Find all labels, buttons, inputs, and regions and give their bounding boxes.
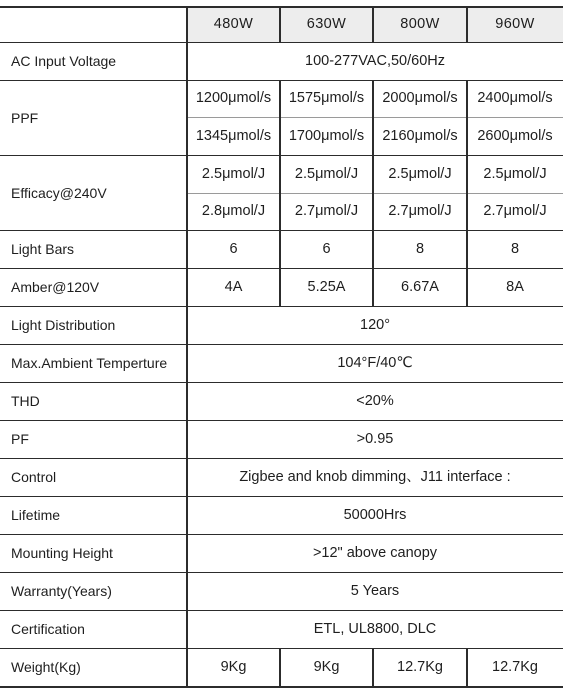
column-divider (372, 648, 374, 686)
sub-row-divider (187, 117, 563, 118)
row-label: Certification (11, 621, 85, 637)
row-divider (0, 6, 563, 8)
row-value-cell: 6 (322, 240, 331, 257)
row-value-span: 50000Hrs (343, 506, 407, 523)
row-label: THD (11, 393, 40, 409)
row-value-cell: 2.5μmol/J (294, 165, 359, 182)
row-label: Efficacy@240V (11, 184, 107, 201)
row-value-cell: 2.8μmol/J (201, 203, 266, 220)
row-divider (0, 306, 563, 307)
row-value-cell: 6.67A (401, 278, 439, 295)
column-divider (372, 268, 374, 306)
row-value-span: <20% (356, 392, 394, 409)
row-value-cell: 12.7Kg (397, 658, 443, 675)
sub-row-divider (187, 193, 563, 194)
row-divider (0, 648, 563, 649)
row-value-span: ETL, UL8800, DLC (313, 620, 437, 637)
row-divider (0, 572, 563, 573)
row-value-span: 104°F/40℃ (337, 354, 413, 371)
row-value-cell: 5.25A (307, 278, 346, 295)
row-label: Light Distribution (11, 317, 116, 333)
row-label: AC Input Voltage (11, 53, 117, 69)
row-value-cell: 8 (415, 240, 425, 257)
row-value-cell: 1700μmol/s (288, 127, 365, 144)
column-divider (372, 155, 374, 230)
row-divider (0, 155, 563, 156)
row-divider (0, 80, 563, 81)
row-label: Light Bars (11, 241, 75, 257)
column-divider (466, 230, 468, 268)
row-value-cell: 1575μmol/s (288, 90, 365, 107)
column-divider (372, 80, 374, 155)
row-label: PF (11, 431, 29, 447)
column-divider (279, 268, 281, 306)
row-divider (0, 458, 563, 459)
row-divider (0, 230, 563, 231)
column-divider (279, 6, 281, 42)
header-model-4: 960W (495, 15, 535, 32)
row-value-span: 120° (360, 316, 390, 333)
row-divider (0, 420, 563, 421)
row-value-cell: 4A (224, 278, 243, 295)
column-divider (466, 268, 468, 306)
row-value-cell: 1345μmol/s (195, 127, 272, 144)
row-label: Warranty(Years) (11, 583, 112, 599)
row-value-cell: 2400μmol/s (477, 90, 553, 107)
column-divider (466, 648, 468, 686)
row-value-cell: 2.7μmol/J (294, 203, 359, 220)
column-divider (279, 155, 281, 230)
row-value-span: Zigbee and knob dimming、J11 interface : (239, 468, 511, 485)
column-divider (466, 6, 468, 42)
row-value-cell: 2160μmol/s (382, 127, 458, 144)
row-divider (0, 268, 563, 269)
header-model-2: 630W (306, 15, 347, 32)
row-label: PPF (11, 109, 39, 126)
row-label: Lifetime (11, 507, 61, 523)
column-divider (186, 6, 188, 686)
row-value-span: >0.95 (356, 430, 394, 447)
row-value-cell: 2000μmol/s (382, 90, 458, 107)
row-value-span: >12" above canopy (312, 544, 438, 561)
column-divider (372, 6, 374, 42)
row-value-cell: 12.7Kg (492, 658, 538, 675)
row-label: Amber@120V (11, 279, 100, 295)
row-divider (0, 496, 563, 497)
row-value-cell: 2.7μmol/J (388, 203, 452, 220)
row-value-cell: 9Kg (313, 658, 340, 675)
header-model-3: 800W (400, 15, 440, 32)
column-divider (279, 230, 281, 268)
row-value-cell: 2.5μmol/J (201, 165, 266, 182)
row-value-cell: 2.7μmol/J (483, 203, 547, 220)
row-divider (0, 344, 563, 345)
row-value-cell: 2.5μmol/J (388, 165, 452, 182)
row-divider (0, 610, 563, 611)
row-value-span: 100-277VAC,50/60Hz (305, 52, 445, 69)
row-label: Control (11, 469, 57, 485)
row-value-cell: 8 (510, 240, 520, 257)
row-value-cell: 1200μmol/s (195, 90, 272, 107)
row-divider (0, 534, 563, 535)
row-value-cell: 6 (229, 240, 238, 257)
header-model-1: 480W (213, 15, 254, 32)
row-label: Weight(Kg) (11, 659, 81, 675)
column-divider (372, 230, 374, 268)
column-divider (279, 80, 281, 155)
column-divider (279, 648, 281, 686)
row-label: Mounting Height (11, 545, 113, 561)
column-divider (466, 155, 468, 230)
row-value-cell: 9Kg (220, 658, 247, 675)
row-value-cell: 2.5μmol/J (483, 165, 547, 182)
row-divider (0, 42, 563, 43)
row-label: Max.Ambient Temperture (11, 355, 168, 371)
row-value-cell: 2600μmol/s (477, 127, 553, 144)
column-divider (466, 80, 468, 155)
row-value-span: 5 Years (350, 582, 400, 599)
row-divider (0, 382, 563, 383)
row-value-cell: 8A (506, 278, 524, 295)
